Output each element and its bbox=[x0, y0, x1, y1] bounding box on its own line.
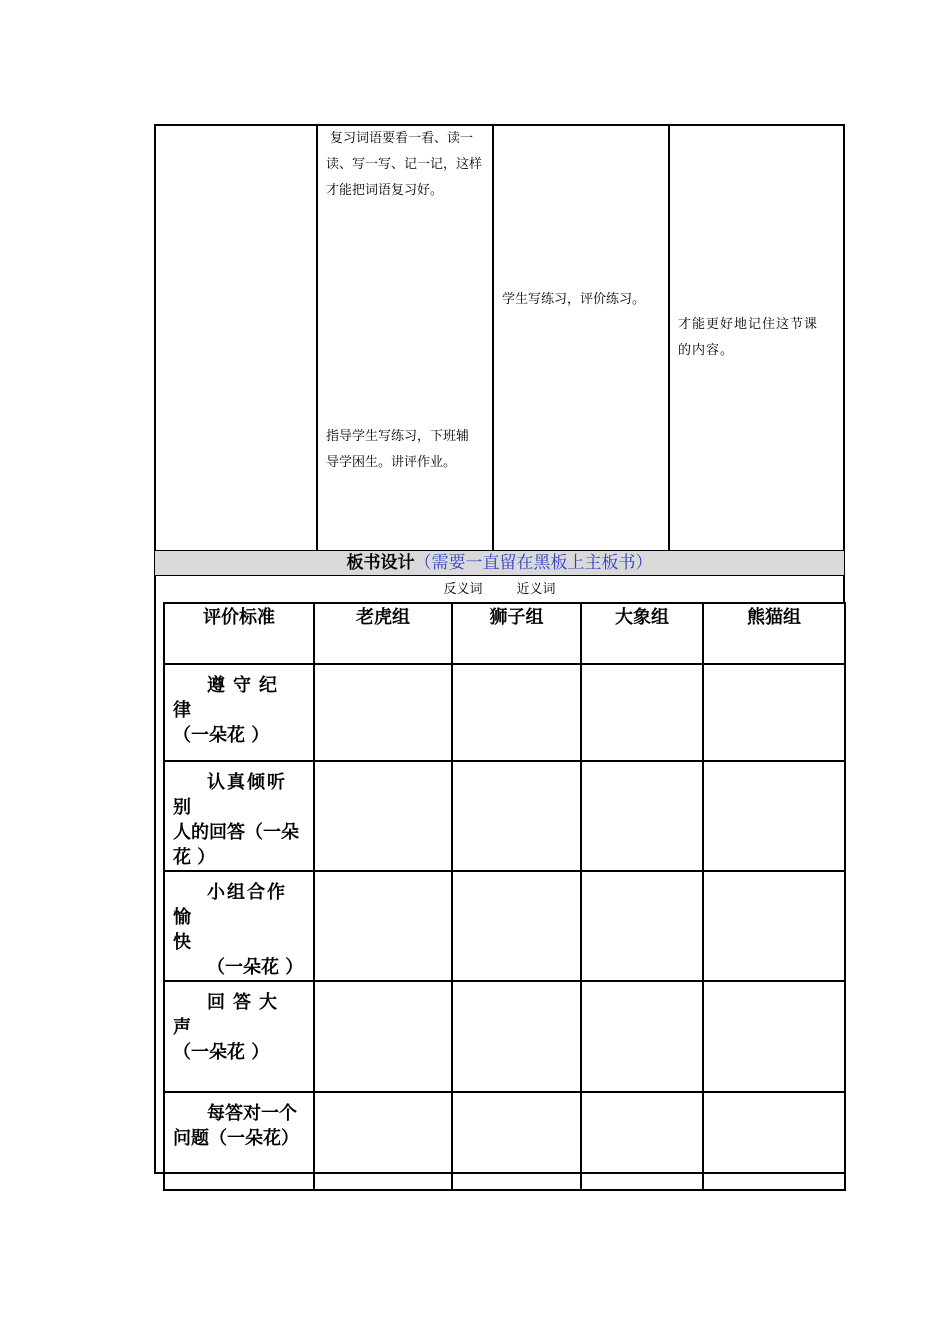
board-design-header bbox=[155, 550, 844, 576]
evaluation-table bbox=[163, 602, 846, 1191]
criterion-line: 人的回答（一朵 bbox=[173, 822, 299, 843]
synonym-label: 近义词 bbox=[516, 582, 556, 597]
score-cell[interactable] bbox=[581, 761, 703, 871]
header-elephant-group: 大象组 bbox=[581, 603, 703, 664]
score-cell[interactable] bbox=[452, 1092, 581, 1190]
score-cell[interactable] bbox=[452, 981, 581, 1092]
text-line: 才能更好地记住这节课 bbox=[678, 317, 819, 332]
criterion-discipline bbox=[164, 664, 314, 761]
text-line: 才能把词语复习好。 bbox=[326, 183, 444, 198]
criterion-line: 快 bbox=[173, 932, 191, 953]
table-header-row bbox=[164, 603, 845, 664]
table-row bbox=[164, 761, 845, 871]
table-bottom-border bbox=[154, 1172, 845, 1174]
header-criteria: 评价标准 bbox=[164, 603, 314, 664]
table-row bbox=[164, 871, 845, 981]
col-divider-3 bbox=[668, 124, 670, 550]
text-line: 的内容。 bbox=[678, 343, 735, 358]
score-cell[interactable] bbox=[314, 761, 452, 871]
header-panda-group: 熊猫组 bbox=[703, 603, 845, 664]
table-left-border bbox=[154, 124, 156, 1174]
text-line: 读、写一写、记一记，这样 bbox=[326, 157, 483, 172]
header-lion-group: 狮子组 bbox=[452, 603, 581, 664]
text-line: 导学困生。讲评作业。 bbox=[326, 455, 457, 470]
table-row bbox=[164, 1092, 845, 1190]
criterion-line: 小组合作愉 bbox=[173, 882, 287, 928]
criterion-line: （一朵花 ） bbox=[173, 1042, 270, 1063]
criterion-cooperation bbox=[164, 871, 314, 981]
criterion-line: 花 ） bbox=[173, 847, 216, 868]
student-activity bbox=[502, 287, 666, 313]
score-cell[interactable] bbox=[452, 871, 581, 981]
score-cell[interactable] bbox=[452, 664, 581, 761]
antonym-label: 反义词 bbox=[443, 582, 483, 597]
score-cell[interactable] bbox=[703, 1092, 845, 1190]
text-line: 学生写练习，评价练习。 bbox=[502, 292, 646, 307]
criterion-line: 遵守纪律 bbox=[173, 675, 285, 721]
score-cell[interactable] bbox=[703, 871, 845, 981]
criterion-line: 认真倾听别 bbox=[173, 772, 287, 818]
header-tiger-group: 老虎组 bbox=[314, 603, 452, 664]
board-words-row bbox=[155, 578, 844, 602]
score-cell[interactable] bbox=[703, 981, 845, 1092]
score-cell[interactable] bbox=[581, 981, 703, 1092]
text-line: 复习词语要看一看、读一 bbox=[330, 131, 474, 146]
text-line: 指导学生写练习，下班辅 bbox=[326, 429, 470, 444]
score-cell[interactable] bbox=[314, 664, 452, 761]
teacher-activity-review bbox=[326, 126, 490, 204]
design-intent bbox=[678, 312, 840, 364]
table-row bbox=[164, 664, 845, 761]
board-design-note: （需要一直留在黑板上主板书） bbox=[414, 553, 653, 573]
criterion-listening bbox=[164, 761, 314, 871]
score-cell[interactable] bbox=[314, 981, 452, 1092]
score-cell[interactable] bbox=[314, 871, 452, 981]
col-divider-2 bbox=[492, 124, 494, 550]
teacher-activity-guidance bbox=[326, 424, 490, 476]
score-cell[interactable] bbox=[703, 761, 845, 871]
score-cell[interactable] bbox=[581, 871, 703, 981]
table-row bbox=[164, 981, 845, 1092]
criterion-loud-answer bbox=[164, 981, 314, 1092]
score-cell[interactable] bbox=[703, 664, 845, 761]
table-top-border bbox=[154, 124, 845, 126]
table-right-border bbox=[843, 124, 845, 604]
board-design-title: 板书设计 bbox=[346, 553, 415, 573]
criterion-line: （一朵花 ） bbox=[173, 725, 270, 746]
criterion-line: （一朵花 ） bbox=[207, 957, 304, 978]
score-cell[interactable] bbox=[581, 1092, 703, 1190]
criterion-line: 每答对一个 bbox=[207, 1103, 297, 1124]
criterion-line: 问题（一朵花） bbox=[173, 1128, 299, 1149]
col-divider-1 bbox=[316, 124, 318, 550]
score-cell[interactable] bbox=[452, 761, 581, 871]
criterion-line: 回答大声 bbox=[173, 992, 285, 1038]
criterion-correct-answer bbox=[164, 1092, 314, 1190]
score-cell[interactable] bbox=[314, 1092, 452, 1190]
score-cell[interactable] bbox=[581, 664, 703, 761]
